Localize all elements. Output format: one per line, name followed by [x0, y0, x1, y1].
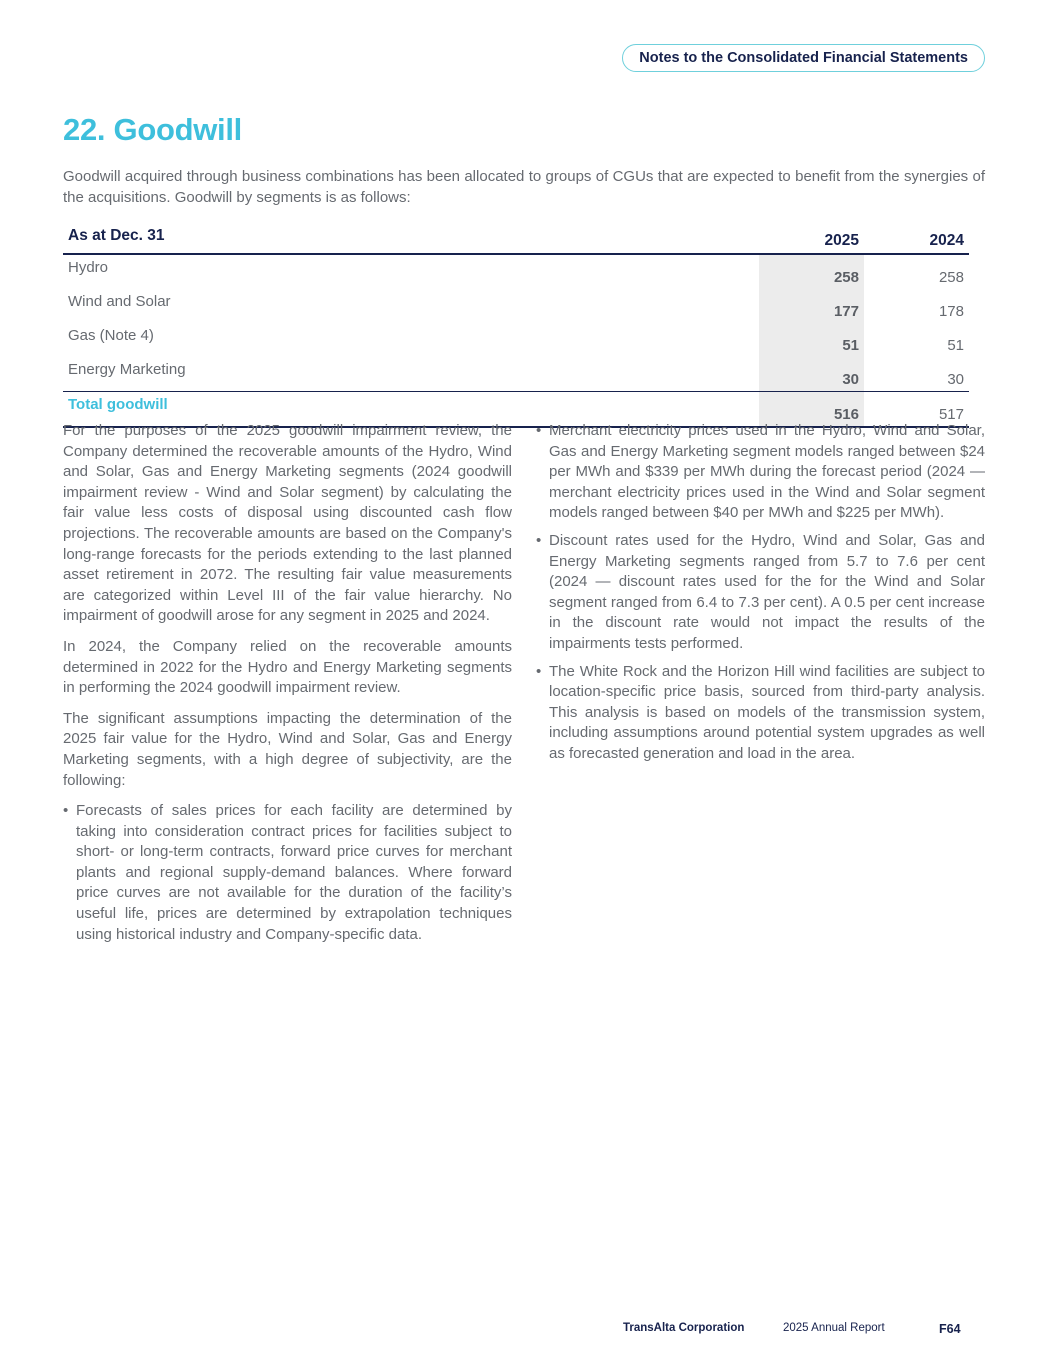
bullet-icon: •: [63, 802, 69, 820]
bullet-icon: •: [536, 422, 542, 439]
table-header-label: As at Dec. 31: [63, 224, 759, 254]
table-row: [63, 323, 969, 357]
table-row: [63, 289, 969, 323]
row-value-current: 30: [759, 357, 864, 392]
list-item: [536, 662, 985, 765]
page-title: 22. Goodwill: [63, 112, 242, 147]
intro-paragraph: Goodwill acquired through business combinations has been allocated to groups of CGUs that are expected to benefit from the synergies of the acquisitions. Goodwill by segments is as follows:: [63, 168, 985, 206]
total-value-current: 516: [759, 392, 864, 428]
row-value-prior: 30: [947, 371, 964, 388]
bullet-icon: •: [536, 662, 542, 680]
section-header-text: Notes to the Consolidated Financial Statements: [639, 50, 968, 66]
row-label: Gas (Note 4): [68, 327, 154, 344]
list-item: [536, 421, 985, 524]
list-item-text: Discount rates used for the Hydro, Wind and Solar, Gas and Energy Marketing segments ranged from 5.7 to 7.6 per cent (2024 — discount rates used for the for the Wind and Solar segment ranged from 6.4 to 7.3 per cent). A 0.5 per cent increase in the discount rate would not impact the results of the impairments tests performed.: [549, 531, 985, 652]
table-row: [63, 254, 969, 289]
total-label: Total goodwill: [63, 392, 759, 428]
table-header-year-prior: 2024: [864, 224, 969, 254]
row-value-current: 177: [759, 289, 864, 323]
left-text-column: [63, 421, 512, 952]
page-number: F64: [939, 1322, 961, 1336]
row-value-current: 51: [759, 323, 864, 357]
list-item-text: Forecasts of sales prices for each facility are determined by taking into consideration contract prices for facilities subject to short- or long-term contracts, forward price curves for merchant plants and regional supply-demand balances. Where forward price curves are not available for the duration of the facility’s useful life, prices are determined by extrapolation techniques using historical industry and Company-specific data.: [76, 802, 512, 943]
row-value-current: 258: [759, 254, 864, 289]
table-header-year-current: 2025: [759, 224, 864, 254]
body-paragraph: The significant assumptions impacting the determination of the 2025 fair value for the Hydro, Wind and Solar, Gas and Energy Marketing segments, with a high degree of subjectivity, are the following:: [63, 709, 512, 789]
total-value-prior: 517: [864, 392, 969, 428]
row-value-prior: 258: [938, 269, 964, 286]
table-row: [63, 357, 969, 392]
row-label: Wind and Solar: [68, 293, 171, 310]
row-label: Hydro: [68, 259, 109, 276]
list-item-text: The White Rock and the Horizon Hill wind facilities are subject to location-specific price basis, sourced from third-party analysis. This analysis is based on models of the transmission system, including assumptions around potential system upgrades as well as forecasted generation and load in the area.: [549, 662, 985, 762]
goodwill-table: [63, 224, 969, 428]
row-value-prior: 51: [947, 337, 964, 354]
bullet-icon: •: [536, 531, 542, 549]
body-paragraph: In 2024, the Company relied on the recoverable amounts determined in 2022 for the Hydro and Energy Marketing segments in performing the 2024 goodwill impairment review.: [63, 637, 512, 697]
right-text-column: [536, 421, 985, 772]
section-header-badge: [622, 44, 985, 72]
list-item: [63, 801, 512, 945]
table-header-row: [63, 224, 969, 254]
footer-company: TransAlta Corporation: [623, 1322, 745, 1334]
list-item-text: Merchant electricity prices used in the Hydro, Wind and Solar, Gas and Energy Marketing segment models ranged between $24 per MWh and $339 per MWh during the forecast period (2024 — merchant electricity prices used in the Wind and Solar segment models ranged between $40 per MWh and $225 per MWh).: [549, 422, 985, 522]
assumption-list: [536, 421, 985, 765]
assumption-list: [63, 801, 512, 945]
list-item: [536, 531, 985, 655]
row-label: Energy Marketing: [68, 361, 186, 378]
footer-report-title: 2025 Annual Report: [783, 1322, 885, 1334]
body-paragraph: For the purposes of the 2025 goodwill impairment review, the Company determined the recoverable amounts of the Hydro, Wind and Solar, Gas and Energy Marketing segments (2024 goodwill impairment review - Wind and Solar segment) by calculating the fair value less costs of disposal using discounted cash flow projections. The recoverable amounts are based on the Company's long-range forecasts for the periods extending to the last planned asset retirement in 2072. The resulting fair value measurements are categorized within Level III of the fair value hierarchy. No impairment of goodwill arose for any segment in 2025 and 2024.: [63, 422, 512, 625]
row-value-prior: 178: [938, 303, 964, 320]
